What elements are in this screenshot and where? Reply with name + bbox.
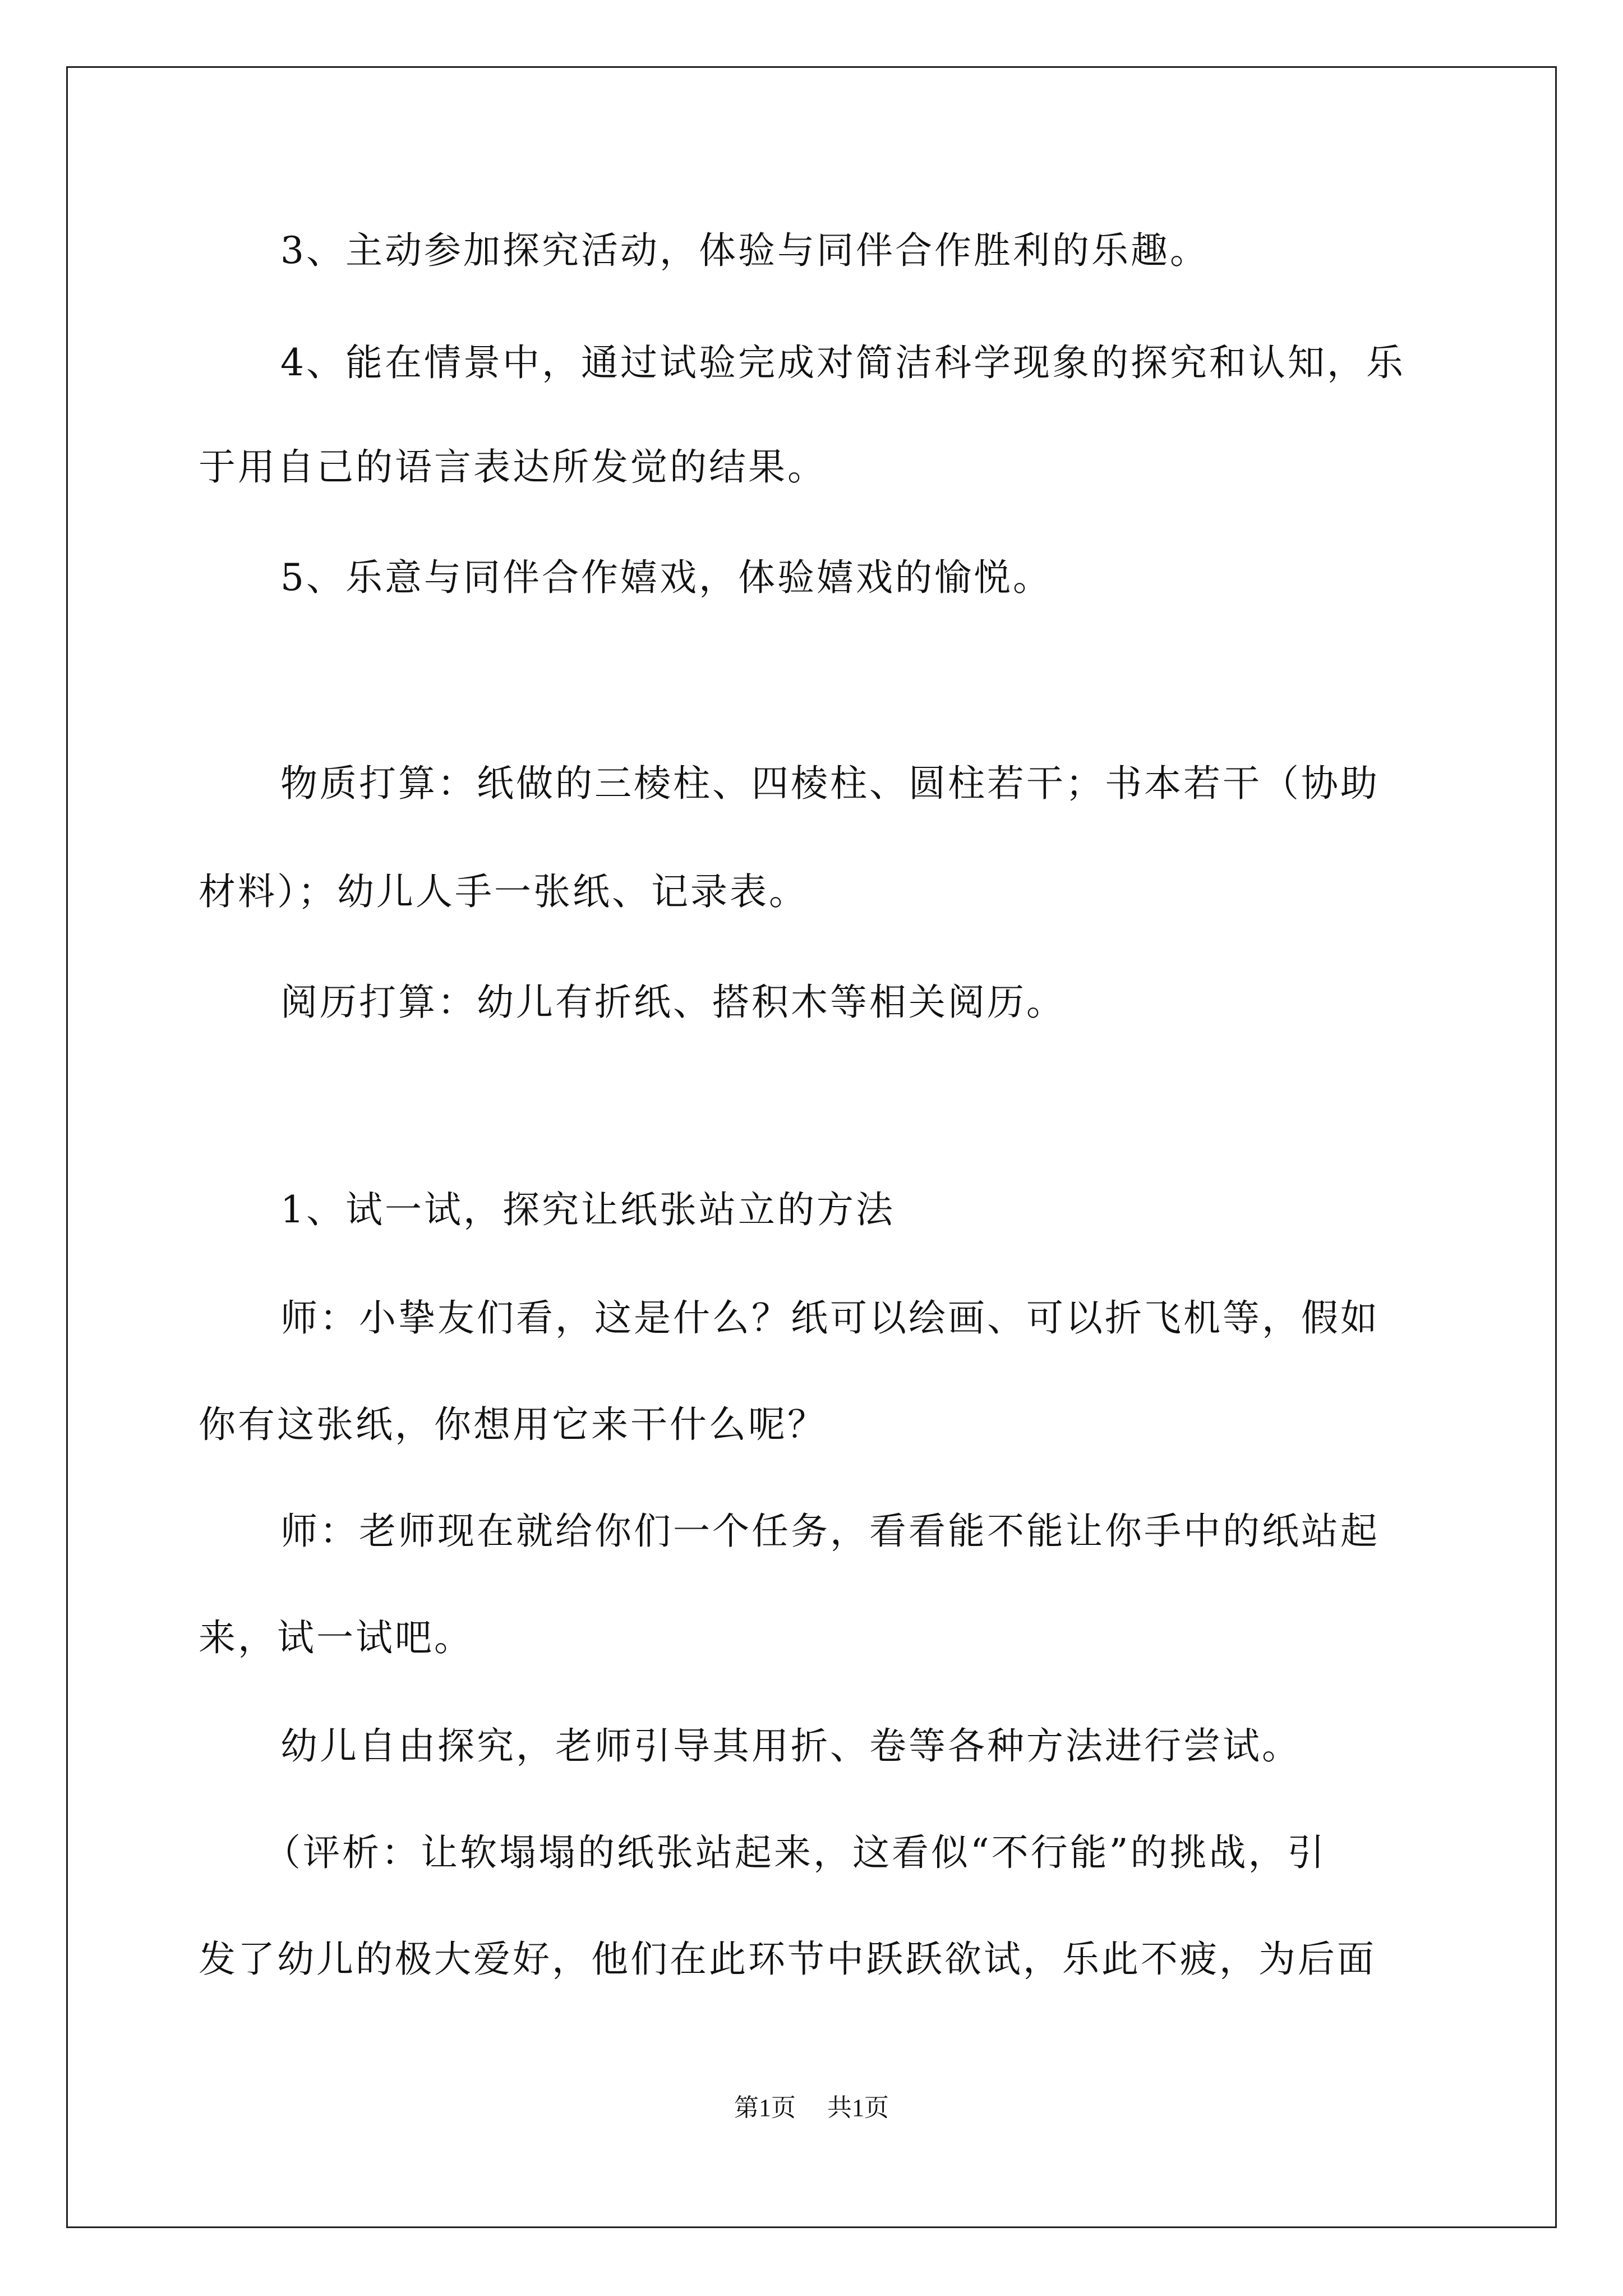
paragraph-line: 1、试一试，探究让纸张站立的方法 (280, 1188, 895, 1231)
paragraph-line: 师：小挚友们看，这是什么？纸可以绘画、可以折飞机等，假如 (280, 1296, 1380, 1340)
paragraph-line: （评析：让软塌塌的纸张站起来，这看似“不行能”的挑战，引 (264, 1831, 1327, 1874)
paragraph-line: 发了幼儿的极大爱好，他们在此环节中跃跃欲试，乐此不疲，为后面 (199, 1938, 1376, 1981)
page-number: 第1页 (734, 2094, 796, 2122)
paragraph-line: 3、主动参加探究活动，体验与同伴合作胜利的乐趣。 (280, 229, 1209, 272)
paragraph-line: 来，试一试吧。 (199, 1616, 473, 1659)
paragraph-line: 幼儿自由探究，老师引导其用折、卷等各种方法进行尝试。 (280, 1724, 1301, 1768)
paragraph-line: 师：老师现在就给你们一个任务，看看能不能让你手中的纸站起 (280, 1510, 1380, 1553)
page-footer (0, 2092, 1623, 2124)
paragraph-line: 物质打算：纸做的三棱柱、四棱柱、圆柱若干；书本若干（协助 (280, 762, 1380, 805)
page-total: 共1页 (827, 2094, 889, 2122)
paragraph-line: 于用自己的语言表达所发觉的结果。 (199, 445, 827, 489)
paragraph-line: 材料）；幼儿人手一张纸、记录表。 (199, 870, 808, 913)
page-border (66, 66, 1557, 2228)
paragraph-line: 阅历打算：幼儿有折纸、搭积木等相关阅历。 (280, 981, 1066, 1024)
paragraph-line: 你有这张纸，你想用它来干什么呢？ (199, 1403, 827, 1446)
paragraph-line: 5、乐意与同伴合作嬉戏，体验嬉戏的愉悦。 (280, 556, 1052, 599)
paragraph-line: 4、能在情景中，通过试验完成对简洁科学现象的探究和认知，乐 (280, 341, 1405, 384)
